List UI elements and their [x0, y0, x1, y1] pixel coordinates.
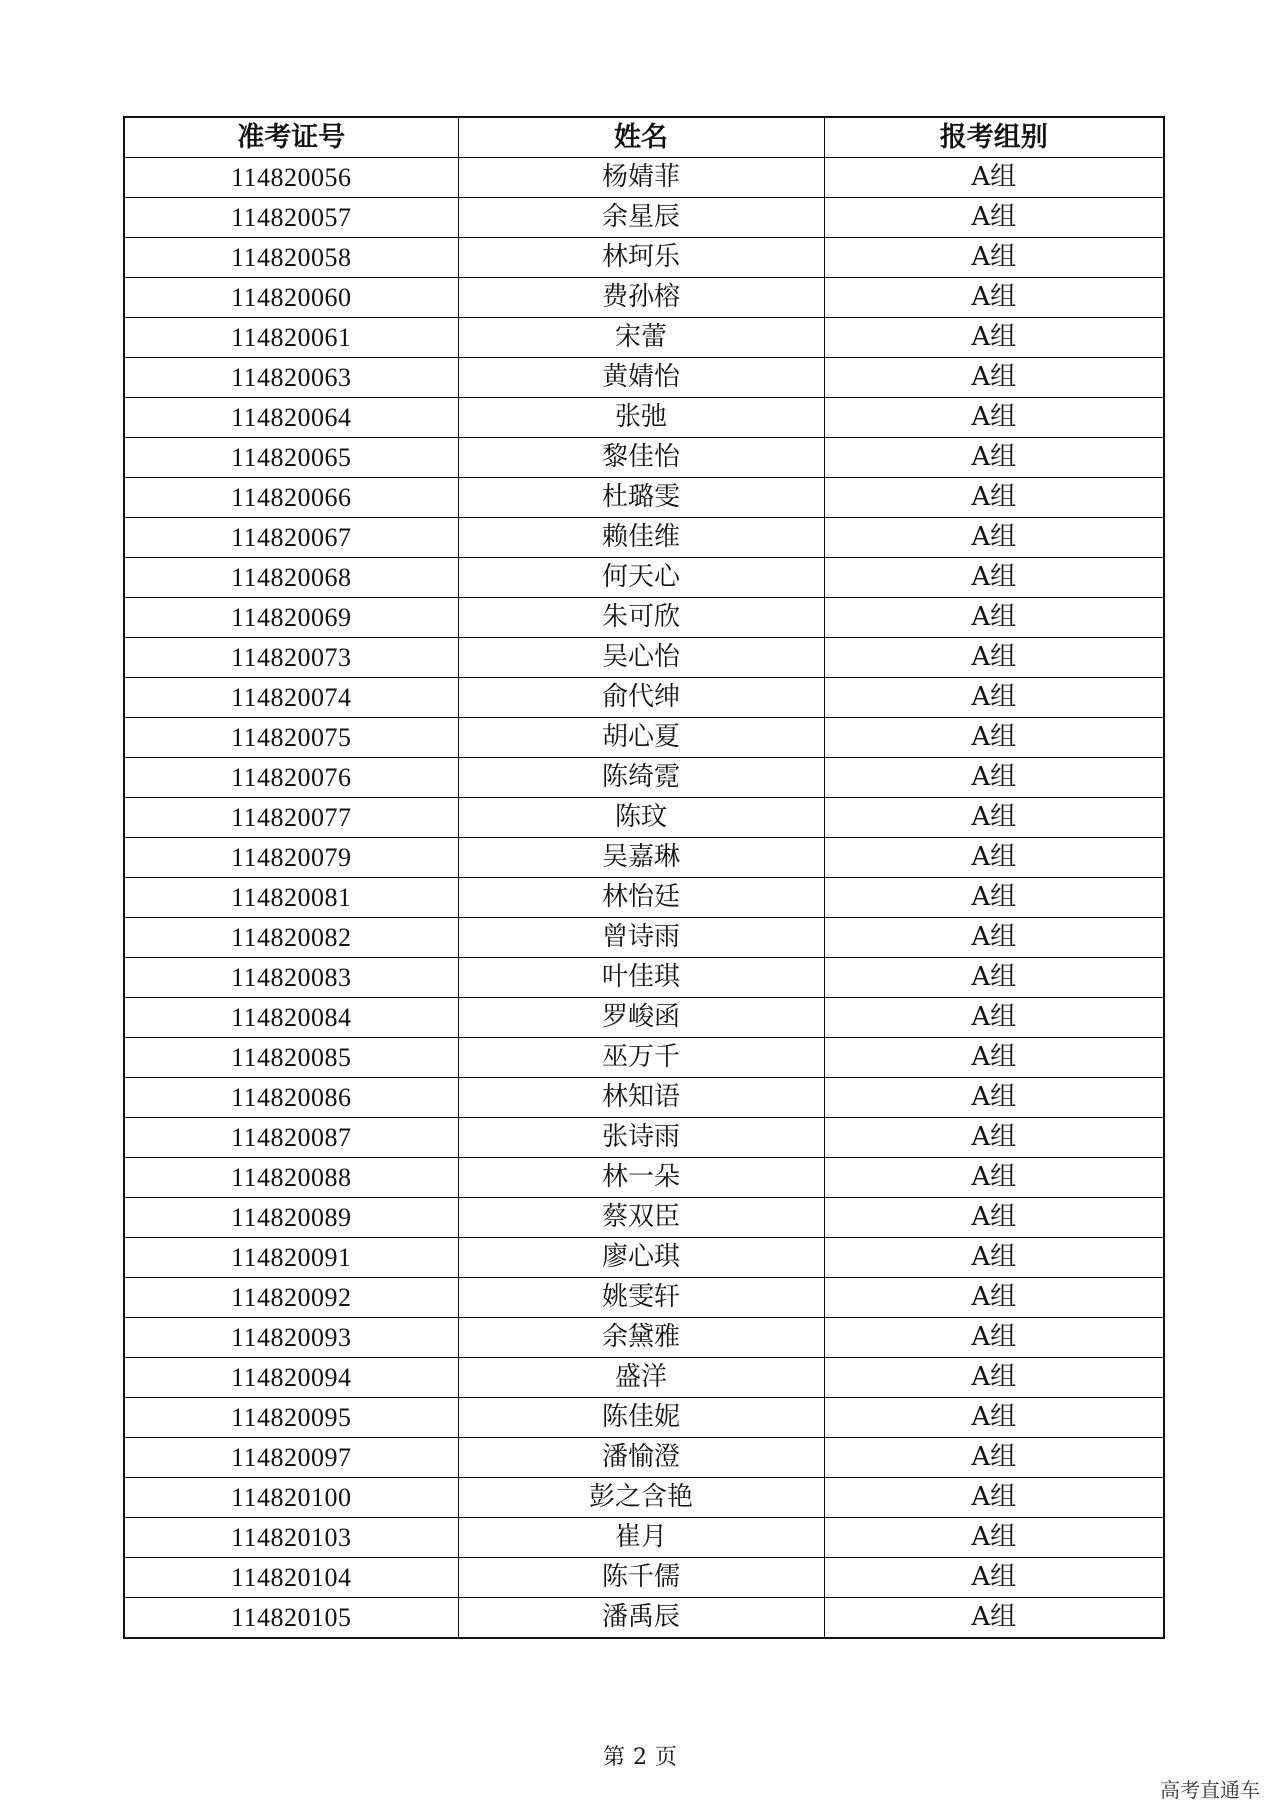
- cell-name: 林一朵: [458, 1158, 824, 1198]
- cell-name: 余星辰: [458, 198, 824, 238]
- cell-group: A组: [824, 638, 1164, 678]
- cell-group: A组: [824, 1598, 1164, 1639]
- cell-exam-id: 114820082: [124, 918, 458, 958]
- cell-name: 陈千儒: [458, 1558, 824, 1598]
- table-row: [124, 1118, 1164, 1158]
- cell-name: 潘愉澄: [458, 1438, 824, 1478]
- cell-name: 叶佳琪: [458, 958, 824, 998]
- cell-group: A组: [824, 318, 1164, 358]
- table-row: [124, 878, 1164, 918]
- table-row: [124, 638, 1164, 678]
- cell-name: 杨婧菲: [458, 158, 824, 198]
- cell-name: 姚雯轩: [458, 1278, 824, 1318]
- cell-exam-id: 114820076: [124, 758, 458, 798]
- cell-name: 巫万千: [458, 1038, 824, 1078]
- table-row: [124, 518, 1164, 558]
- cell-exam-id: 114820088: [124, 1158, 458, 1198]
- cell-group: A组: [824, 878, 1164, 918]
- cell-name: 吴嘉琳: [458, 838, 824, 878]
- table-row: [124, 438, 1164, 478]
- table-row: [124, 478, 1164, 518]
- cell-name: 林知语: [458, 1078, 824, 1118]
- cell-exam-id: 114820074: [124, 678, 458, 718]
- cell-exam-id: 114820091: [124, 1238, 458, 1278]
- cell-group: A组: [824, 1038, 1164, 1078]
- cell-exam-id: 114820073: [124, 638, 458, 678]
- cell-group: A组: [824, 1558, 1164, 1598]
- cell-exam-id: 114820085: [124, 1038, 458, 1078]
- page-footer: [0, 1740, 1280, 1771]
- cell-name: 陈佳妮: [458, 1398, 824, 1438]
- table-row: [124, 318, 1164, 358]
- cell-name: 张弛: [458, 398, 824, 438]
- cell-group: A组: [824, 718, 1164, 758]
- table-body: [124, 158, 1164, 1639]
- cell-group: A组: [824, 1398, 1164, 1438]
- cell-name: 杜璐雯: [458, 478, 824, 518]
- cell-group: A组: [824, 678, 1164, 718]
- cell-exam-id: 114820064: [124, 398, 458, 438]
- cell-name: 潘禹辰: [458, 1598, 824, 1639]
- cell-group: A组: [824, 278, 1164, 318]
- candidate-table: [123, 116, 1165, 1639]
- cell-name: 胡心夏: [458, 718, 824, 758]
- cell-group: A组: [824, 598, 1164, 638]
- table-row: [124, 158, 1164, 198]
- cell-group: A组: [824, 918, 1164, 958]
- cell-exam-id: 114820069: [124, 598, 458, 638]
- cell-exam-id: 114820100: [124, 1478, 458, 1518]
- cell-group: A组: [824, 1478, 1164, 1518]
- cell-group: A组: [824, 758, 1164, 798]
- cell-group: A组: [824, 358, 1164, 398]
- cell-exam-id: 114820103: [124, 1518, 458, 1558]
- cell-group: A组: [824, 958, 1164, 998]
- cell-exam-id: 114820084: [124, 998, 458, 1038]
- cell-exam-id: 114820067: [124, 518, 458, 558]
- table-row: [124, 998, 1164, 1038]
- cell-group: A组: [824, 1238, 1164, 1278]
- table-row: [124, 798, 1164, 838]
- cell-exam-id: 114820104: [124, 1558, 458, 1598]
- footer-suffix: 页: [655, 1745, 678, 1770]
- cell-name: 林怡廷: [458, 878, 824, 918]
- cell-name: 曾诗雨: [458, 918, 824, 958]
- cell-exam-id: 114820092: [124, 1278, 458, 1318]
- cell-group: A组: [824, 838, 1164, 878]
- cell-group: A组: [824, 1518, 1164, 1558]
- cell-exam-id: 114820079: [124, 838, 458, 878]
- cell-group: A组: [824, 1278, 1164, 1318]
- table-row: [124, 1198, 1164, 1238]
- page-number: 2: [633, 1745, 647, 1770]
- table-header-row: [124, 117, 1164, 158]
- table-row: [124, 1598, 1164, 1639]
- cell-name: 俞代绅: [458, 678, 824, 718]
- cell-exam-id: 114820105: [124, 1598, 458, 1639]
- table-row: [124, 758, 1164, 798]
- cell-exam-id: 114820061: [124, 318, 458, 358]
- cell-name: 宋蕾: [458, 318, 824, 358]
- cell-exam-id: 114820058: [124, 238, 458, 278]
- cell-name: 张诗雨: [458, 1118, 824, 1158]
- cell-name: 余黛雅: [458, 1318, 824, 1358]
- cell-group: A组: [824, 478, 1164, 518]
- cell-exam-id: 114820057: [124, 198, 458, 238]
- cell-exam-id: 114820081: [124, 878, 458, 918]
- table-row: [124, 1518, 1164, 1558]
- cell-name: 赖佳维: [458, 518, 824, 558]
- cell-exam-id: 114820094: [124, 1358, 458, 1398]
- cell-group: A组: [824, 1318, 1164, 1358]
- cell-name: 罗峻函: [458, 998, 824, 1038]
- cell-group: A组: [824, 1078, 1164, 1118]
- cell-exam-id: 114820060: [124, 278, 458, 318]
- cell-group: A组: [824, 1198, 1164, 1238]
- cell-name: 何天心: [458, 558, 824, 598]
- table-row: [124, 238, 1164, 278]
- cell-group: A组: [824, 798, 1164, 838]
- cell-name: 陈绮霓: [458, 758, 824, 798]
- cell-name: 盛洋: [458, 1358, 824, 1398]
- cell-group: A组: [824, 1438, 1164, 1478]
- cell-group: A组: [824, 238, 1164, 278]
- cell-exam-id: 114820075: [124, 718, 458, 758]
- cell-group: A组: [824, 158, 1164, 198]
- table-row: [124, 1318, 1164, 1358]
- cell-name: 吴心怡: [458, 638, 824, 678]
- cell-exam-id: 114820068: [124, 558, 458, 598]
- table-row: [124, 358, 1164, 398]
- cell-group: A组: [824, 1118, 1164, 1158]
- cell-group: A组: [824, 1358, 1164, 1398]
- cell-exam-id: 114820083: [124, 958, 458, 998]
- cell-group: A组: [824, 518, 1164, 558]
- cell-name: 朱可欣: [458, 598, 824, 638]
- cell-exam-id: 114820087: [124, 1118, 458, 1158]
- footer-prefix: 第: [602, 1745, 625, 1770]
- cell-exam-id: 114820066: [124, 478, 458, 518]
- cell-name: 崔月: [458, 1518, 824, 1558]
- table-row: [124, 1438, 1164, 1478]
- cell-name: 蔡双臣: [458, 1198, 824, 1238]
- cell-exam-id: 114820065: [124, 438, 458, 478]
- cell-name: 廖心琪: [458, 1238, 824, 1278]
- cell-group: A组: [824, 398, 1164, 438]
- cell-name: 林珂乐: [458, 238, 824, 278]
- cell-name: 黄婧怡: [458, 358, 824, 398]
- header-group: 报考组别: [824, 117, 1164, 158]
- table-row: [124, 1558, 1164, 1598]
- table-row: [124, 398, 1164, 438]
- cell-exam-id: 114820063: [124, 358, 458, 398]
- cell-exam-id: 114820095: [124, 1398, 458, 1438]
- table-row: [124, 838, 1164, 878]
- brand-watermark: 高考直通车: [1160, 1778, 1260, 1802]
- table-row: [124, 1158, 1164, 1198]
- cell-exam-id: 114820089: [124, 1198, 458, 1238]
- cell-group: A组: [824, 1158, 1164, 1198]
- cell-exam-id: 114820097: [124, 1438, 458, 1478]
- table-row: [124, 278, 1164, 318]
- cell-exam-id: 114820056: [124, 158, 458, 198]
- header-exam-id: 准考证号: [124, 117, 458, 158]
- table-row: [124, 1358, 1164, 1398]
- table-row: [124, 1238, 1164, 1278]
- table-row: [124, 1078, 1164, 1118]
- table-row: [124, 718, 1164, 758]
- cell-name: 陈玟: [458, 798, 824, 838]
- cell-name: 彭之含艳: [458, 1478, 824, 1518]
- table-row: [124, 558, 1164, 598]
- table-row: [124, 1278, 1164, 1318]
- table-row: [124, 198, 1164, 238]
- table-row: [124, 678, 1164, 718]
- table-row: [124, 958, 1164, 998]
- cell-group: A组: [824, 438, 1164, 478]
- table-row: [124, 598, 1164, 638]
- cell-group: A组: [824, 998, 1164, 1038]
- cell-exam-id: 114820086: [124, 1078, 458, 1118]
- cell-exam-id: 114820093: [124, 1318, 458, 1358]
- header-name: 姓名: [458, 117, 824, 158]
- cell-name: 黎佳怡: [458, 438, 824, 478]
- cell-group: A组: [824, 558, 1164, 598]
- cell-group: A组: [824, 198, 1164, 238]
- table-row: [124, 1478, 1164, 1518]
- table-row: [124, 1398, 1164, 1438]
- cell-exam-id: 114820077: [124, 798, 458, 838]
- table-row: [124, 918, 1164, 958]
- cell-name: 费孙榕: [458, 278, 824, 318]
- table-row: [124, 1038, 1164, 1078]
